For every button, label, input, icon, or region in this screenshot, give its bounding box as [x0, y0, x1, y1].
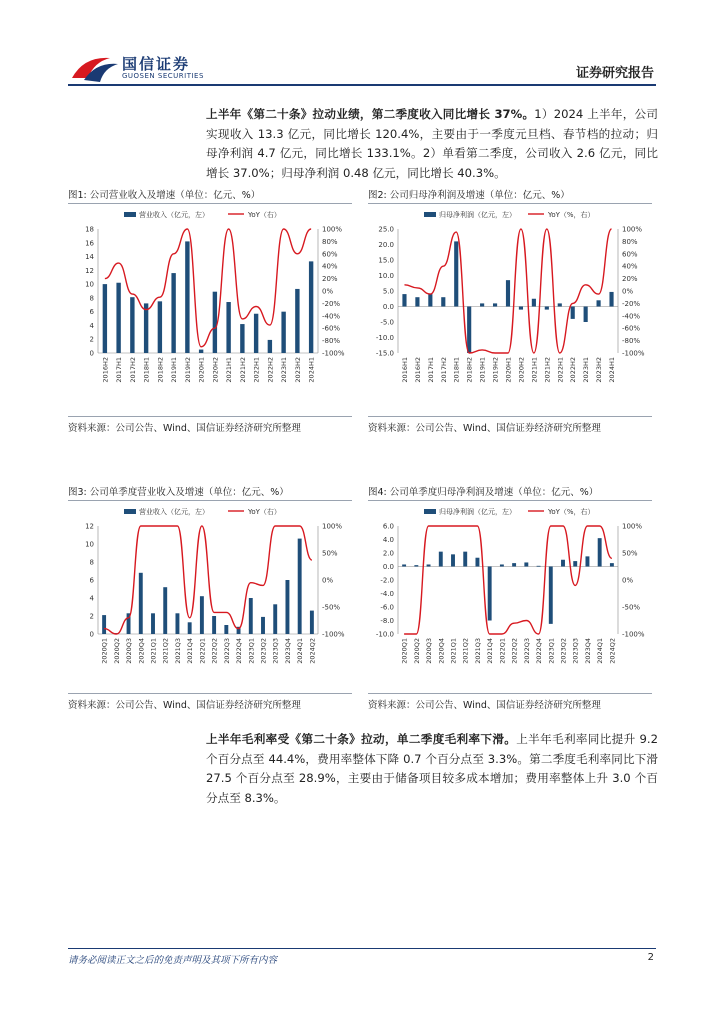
page-header [0, 0, 724, 90]
left-axis-tick-label: 2 [89, 335, 94, 344]
category-tick-label: 2023H1 [280, 357, 289, 383]
figure-1-rule-top [68, 203, 352, 204]
figure-4 [368, 484, 652, 714]
category-tick-label: 2021H2 [238, 357, 247, 383]
bar-mark [163, 587, 167, 634]
bar-mark [310, 611, 314, 634]
right-axis-tick-label: -40% [622, 312, 641, 321]
bar-mark [298, 539, 302, 634]
right-axis-tick-label: 80% [322, 237, 338, 246]
figure-3-source: 资料来源：公司公告、Wind、国信证券经济研究所整理 [68, 700, 301, 711]
category-tick-label: 2020Q2 [412, 638, 421, 664]
category-tick-label: 2022Q4 [235, 638, 244, 664]
category-tick-label: 2020H2 [211, 357, 220, 383]
figure-2-title: 图2: 公司归母净利润及增速（单位：亿元、%） [368, 190, 570, 201]
footer-divider [68, 948, 656, 949]
bar-mark [175, 613, 179, 634]
right-axis-tick-label: -50% [322, 603, 341, 612]
category-tick-label: 2022Q2 [510, 638, 519, 664]
bar-mark [414, 565, 418, 566]
bar-mark [224, 625, 228, 634]
bar-mark [573, 561, 577, 566]
category-tick-label: 2023Q3 [571, 638, 580, 664]
category-tick-label: 2018H2 [156, 357, 165, 383]
legend-bar-label: 归母净利润（亿元，左） [439, 211, 516, 219]
category-tick-label: 2023Q1 [547, 638, 556, 664]
bar-mark [532, 299, 536, 307]
category-tick-label: 2023H2 [595, 357, 604, 383]
category-tick-label: 2022Q1 [198, 638, 207, 664]
category-tick-label: 2020Q1 [100, 638, 109, 664]
left-axis-tick-label: 8 [89, 558, 94, 567]
category-tick-label: 2020H1 [504, 357, 513, 383]
left-axis-tick-label: 8 [89, 294, 94, 303]
right-axis-tick-label: 40% [322, 262, 338, 271]
category-tick-label: 2018H1 [142, 357, 151, 383]
category-tick-label: 2018H1 [452, 357, 461, 383]
paragraph-margin-lead: 上半年毛利率受《第二十条》拉动，单二季度毛利率下滑。 [206, 732, 517, 746]
left-axis-tick-label: 10 [85, 540, 94, 549]
figure-3-chart [68, 504, 352, 682]
category-tick-label: 2022Q2 [210, 638, 219, 664]
yoy-line [105, 229, 311, 347]
bar-mark [102, 615, 106, 634]
right-axis-tick-label: 100% [622, 225, 643, 234]
left-axis-tick-label: 4 [89, 594, 94, 603]
page-number: 2 [647, 952, 654, 963]
category-tick-label: 2019H2 [491, 357, 500, 383]
bar-mark [415, 297, 419, 306]
left-axis-tick-label: 0 [89, 349, 94, 358]
figure-3-rule-bottom [68, 693, 352, 694]
category-tick-label: 2023Q4 [283, 638, 292, 664]
category-tick-label: 2022Q4 [535, 638, 544, 664]
category-tick-label: 2022Q3 [222, 638, 231, 664]
bar-mark [439, 552, 443, 567]
bar-mark [103, 284, 107, 353]
left-axis-tick-label: 10.0 [378, 272, 394, 280]
figure-1-rule-bottom [68, 416, 352, 417]
guosen-logo-icon [70, 52, 120, 84]
bar-mark [268, 340, 272, 353]
legend-bar-label: 营业收入（亿元，左） [139, 211, 209, 219]
figure-1-chart [68, 207, 352, 401]
right-axis-tick-label: 0% [322, 576, 334, 585]
left-axis-tick-label: 15.0 [378, 256, 394, 265]
left-axis-tick-label: -6.0 [380, 603, 394, 612]
logo-chinese-name: 国信证券 [122, 55, 191, 73]
category-tick-label: 2016H2 [413, 357, 422, 383]
bar-mark [188, 622, 192, 634]
bar-mark [226, 302, 230, 353]
bar-mark [537, 566, 541, 567]
category-tick-label: 2019H2 [183, 357, 192, 383]
bar-mark [488, 567, 492, 621]
category-tick-label: 2017H1 [426, 357, 435, 383]
bar-mark [309, 261, 313, 353]
category-tick-label: 2018H2 [465, 357, 474, 383]
left-axis-tick-label: 6 [89, 308, 94, 317]
bar-mark [139, 573, 143, 634]
legend-line-label: YoY（右） [248, 211, 281, 219]
figure-1-source: 资料来源：公司公告、Wind、国信证券经济研究所整理 [68, 423, 301, 434]
bar-mark [480, 303, 484, 306]
category-tick-label: 2021Q1 [449, 638, 458, 664]
right-axis-tick-label: 50% [322, 549, 338, 558]
left-axis-tick-label: 0.0 [382, 303, 394, 311]
right-axis-tick-label: 0% [622, 576, 634, 585]
category-tick-label: 2022H1 [556, 357, 565, 383]
category-tick-label: 2019H1 [478, 357, 487, 383]
figure-4-chart [368, 504, 652, 682]
right-axis-tick-label: 20% [622, 275, 638, 284]
category-tick-label: 2020Q4 [137, 638, 146, 664]
category-tick-label: 2017H2 [439, 357, 448, 383]
category-tick-label: 2021Q3 [473, 638, 482, 664]
right-axis-tick-label: -80% [622, 337, 641, 346]
category-tick-label: 2024Q1 [596, 638, 605, 664]
bar-mark [545, 307, 549, 310]
bar-mark [254, 314, 258, 353]
bar-mark [561, 560, 565, 567]
figure-4-rule-bottom [368, 693, 652, 694]
category-tick-label: 2022H2 [266, 357, 275, 383]
footer-disclaimer: 请务必阅读正文之后的免责声明及其项下所有内容 [68, 955, 278, 966]
bar-mark [199, 350, 203, 353]
bar-mark [281, 312, 285, 353]
category-tick-label: 2023Q1 [247, 638, 256, 664]
bar-mark [273, 604, 277, 634]
paragraph-margin-body: 上半年毛利率同比提升 9.2 个百分点至 44.4%，费用率整体下降 0.7 个百分点至 3.3%。第二季度毛利率同比下滑 27.5 个百分点至 28.9%，主要由于储备项目较多成本增加；费用率整体上升 3.0 个百分点至 8.3%。 [206, 732, 658, 805]
figure-2-chart [368, 207, 652, 401]
right-axis-tick-label: 100% [322, 225, 343, 234]
bar-mark [295, 289, 299, 353]
figure-3 [68, 484, 352, 714]
right-axis-tick-label: -100% [322, 349, 345, 358]
report-type-label: 证券研究报告 [575, 66, 654, 81]
bar-mark [493, 303, 497, 306]
paragraph-revenue-body: 1）2024 上半年，公司实现收入 13.3 亿元，同比增长 120.4%，主要由于一季度元旦档、春节档的拉动；归母净利润 4.7 亿元，同比增长 133.1%。2）单看第二季度，公司收入 2.6 亿元，同比增长 37.0%；归母净利润 0.48 亿元，同比增长 40.3%。 [206, 107, 658, 180]
category-tick-label: 2020Q3 [425, 638, 434, 664]
category-tick-label: 2024H1 [307, 357, 316, 383]
logo-english-name: GUOSEN SECURITIES [122, 72, 204, 80]
right-axis-tick-label: -20% [322, 299, 341, 308]
category-tick-label: 2024Q2 [608, 638, 617, 664]
figure-1-title: 图1: 公司营业收入及增速（单位：亿元、%） [68, 190, 261, 201]
legend-bar-swatch [424, 212, 436, 217]
bar-mark [240, 324, 244, 353]
bar-mark [451, 554, 455, 566]
category-tick-label: 2021H1 [225, 357, 234, 383]
yoy-line [404, 526, 612, 634]
right-axis-tick-label: 0% [622, 287, 634, 296]
category-tick-label: 2021Q2 [161, 638, 170, 664]
left-axis-tick-label: 12 [85, 522, 94, 531]
bar-mark [558, 303, 562, 306]
bar-mark [116, 283, 120, 353]
bar-mark [158, 301, 162, 353]
right-axis-tick-label: 60% [622, 250, 638, 259]
figure-4-title: 图4: 公司单季度归母净利润及增速（单位：亿元、%） [368, 487, 599, 498]
bar-mark [428, 294, 432, 306]
left-axis-tick-label: -2.0 [380, 576, 394, 585]
left-axis-tick-label: 4 [89, 321, 94, 330]
left-axis-tick-label: 14 [85, 253, 94, 262]
left-axis-tick-label: 12 [85, 266, 94, 275]
bar-mark [585, 556, 589, 566]
legend-bar-swatch [124, 212, 136, 217]
left-axis-tick-label: 16 [85, 239, 94, 248]
bar-mark [213, 292, 217, 353]
left-axis-tick-label: 10 [85, 280, 94, 289]
paragraph-revenue-lead: 上半年《第二十条》拉动业绩，第二季度收入同比增长 37%。 [206, 107, 535, 121]
legend-line-label: YoY（右） [248, 508, 281, 516]
legend-bar-swatch [424, 509, 436, 514]
category-tick-label: 2020Q4 [437, 638, 446, 664]
bar-mark [261, 617, 265, 634]
bar-mark [402, 294, 406, 306]
bar-mark [285, 580, 289, 634]
left-axis-tick-label: -5.0 [380, 318, 394, 327]
category-tick-label: 2016H1 [400, 357, 409, 383]
legend-line-label: YoY（%，右） [548, 508, 595, 516]
category-tick-label: 2021Q4 [486, 638, 495, 664]
right-axis-tick-label: 0% [322, 287, 334, 296]
right-axis-tick-label: -50% [622, 603, 641, 612]
figure-4-rule-top [368, 500, 652, 501]
category-tick-label: 2023H1 [582, 357, 591, 383]
category-tick-label: 2023Q3 [271, 638, 280, 664]
bar-mark [402, 564, 406, 566]
legend-bar-swatch [124, 509, 136, 514]
category-tick-label: 2024Q2 [308, 638, 317, 664]
category-tick-label: 2017H2 [128, 357, 137, 383]
legend-bar-label: 营业收入（亿元，左） [139, 508, 209, 516]
bar-mark [185, 241, 189, 353]
right-axis-tick-label: 100% [322, 522, 343, 531]
right-axis-tick-label: 80% [622, 237, 638, 246]
bar-mark [512, 563, 516, 566]
left-axis-tick-label: 0.0 [382, 563, 394, 571]
bar-mark [200, 596, 204, 634]
category-tick-label: 2021Q4 [186, 638, 195, 664]
category-tick-label: 2017H1 [115, 357, 124, 383]
category-tick-label: 2020Q1 [400, 638, 409, 664]
right-axis-tick-label: -20% [622, 299, 641, 308]
bar-mark [500, 564, 504, 566]
figure-3-title: 图3: 公司单季度营业收入及增速（单位：亿元、%） [68, 487, 289, 498]
category-tick-label: 2024Q1 [296, 638, 305, 664]
left-axis-tick-label: -4.0 [380, 590, 394, 598]
category-tick-label: 2020Q3 [125, 638, 134, 664]
bar-mark [475, 558, 479, 567]
right-axis-tick-label: -100% [322, 630, 345, 639]
left-axis-tick-label: -8.0 [380, 617, 394, 625]
bar-mark [441, 297, 445, 306]
figure-4-source: 资料来源：公司公告、Wind、国信证券经济研究所整理 [368, 700, 601, 711]
figure-2 [368, 187, 652, 437]
bar-mark [130, 297, 134, 353]
left-axis-tick-label: 6 [89, 576, 94, 585]
bar-mark [212, 616, 216, 634]
left-axis-tick-label: -15.0 [375, 349, 394, 358]
category-tick-label: 2021H1 [530, 357, 539, 383]
category-tick-label: 2021H2 [543, 357, 552, 383]
bar-mark [249, 598, 253, 634]
right-axis-tick-label: 20% [322, 275, 338, 284]
right-axis-tick-label: 40% [622, 262, 638, 271]
bar-mark [463, 552, 467, 567]
left-axis-tick-label: 4.0 [382, 536, 394, 544]
category-tick-label: 2023Q2 [259, 638, 268, 664]
category-tick-label: 2020H2 [517, 357, 526, 383]
category-tick-label: 2021Q1 [149, 638, 158, 664]
right-axis-tick-label: 60% [322, 250, 338, 259]
right-axis-tick-label: 100% [622, 522, 643, 531]
header-divider [68, 84, 656, 86]
figure-3-rule-top [68, 500, 352, 501]
bar-mark [584, 307, 588, 323]
bar-mark [519, 307, 523, 310]
legend-line-label: YoY（%，右） [548, 211, 595, 219]
right-axis-tick-label: -100% [622, 630, 645, 639]
bar-mark [610, 563, 614, 566]
category-tick-label: 2022H2 [569, 357, 578, 383]
left-axis-tick-label: 0 [89, 630, 94, 639]
category-tick-label: 2016H2 [101, 357, 110, 383]
left-axis-tick-label: -10.0 [375, 630, 394, 639]
bar-mark [597, 300, 601, 306]
figure-2-rule-top [368, 203, 652, 204]
bar-mark [151, 613, 155, 634]
category-tick-label: 2022H1 [252, 357, 261, 383]
left-axis-tick-label: 20.0 [378, 241, 394, 249]
right-axis-tick-label: -100% [622, 349, 645, 358]
category-tick-label: 2019H1 [170, 357, 179, 383]
paragraph-revenue [206, 105, 658, 183]
category-tick-label: 2020H1 [197, 357, 206, 383]
category-tick-label: 2020Q2 [112, 638, 121, 664]
bar-mark [171, 273, 175, 353]
bar-mark [467, 307, 471, 354]
bar-mark [609, 292, 613, 307]
bar-mark [427, 564, 431, 566]
right-axis-tick-label: -80% [322, 337, 341, 346]
yoy-line [104, 526, 312, 634]
category-tick-label: 2022Q1 [498, 638, 507, 664]
category-tick-label: 2021Q3 [173, 638, 182, 664]
figure-2-rule-bottom [368, 416, 652, 417]
category-tick-label: 2023Q2 [559, 638, 568, 664]
left-axis-tick-label: 2.0 [382, 549, 394, 558]
left-axis-tick-label: 18 [85, 225, 94, 234]
figure-1 [68, 187, 352, 437]
bar-mark [144, 303, 148, 353]
right-axis-tick-label: -60% [622, 324, 641, 333]
paragraph-margin [206, 730, 658, 808]
legend-bar-label: 归母净利润（亿元，左） [439, 508, 516, 516]
bar-mark [598, 538, 602, 566]
category-tick-label: 2022Q3 [522, 638, 531, 664]
figure-2-source: 资料来源：公司公告、Wind、国信证券经济研究所整理 [368, 423, 601, 434]
bar-mark [549, 567, 553, 624]
right-axis-tick-label: -40% [322, 312, 341, 321]
category-tick-label: 2023Q4 [583, 638, 592, 664]
left-axis-tick-label: 6.0 [382, 522, 394, 531]
left-axis-tick-label: -10.0 [375, 334, 394, 342]
left-axis-tick-label: 25.0 [378, 225, 394, 234]
category-tick-label: 2021Q2 [461, 638, 470, 664]
bar-mark [454, 241, 458, 306]
right-axis-tick-label: -60% [322, 324, 341, 333]
bar-mark [571, 307, 575, 319]
left-axis-tick-label: 5.0 [382, 287, 394, 296]
right-axis-tick-label: 50% [622, 549, 638, 558]
category-tick-label: 2023H2 [293, 357, 302, 383]
bar-mark [524, 562, 528, 566]
category-tick-label: 2024H1 [608, 357, 617, 383]
bar-mark [506, 280, 510, 306]
left-axis-tick-label: 2 [89, 612, 94, 621]
